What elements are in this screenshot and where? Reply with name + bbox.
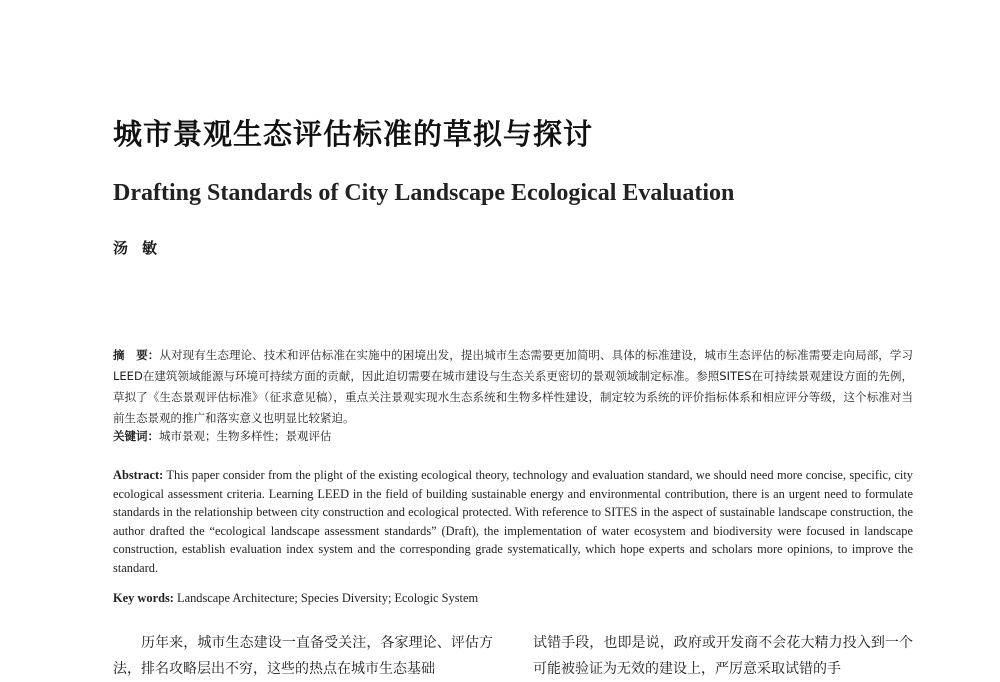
abstract-english — [113, 466, 913, 577]
abstract-chinese-text: 从对现有生态理论、技术和评估标准在实施中的困境出发，提出城市生态需要更加简明、具体的标准建设，城市生态评估的标准需要走向局部，学习LEED在建筑领域能源与环境可持续方面的贡献，因此迫切需要在城市建设与生态关系更密切的景观领域制定标准。参照SITES在可持续景观建设方面的先例，草拟了《生态景观评估标准》（征求意见稿），重点关注景观实现水生态系统和生物多样性建设，制定较为系统的评价指标体系和相应评分等级，这个标准对当前生态景观的推广和落实意义也明显比较紧迫。 — [113, 348, 914, 425]
abstract-english-text: This paper consider from the plight of the existing ecological theory, technology and evaluation standard, we should need more concise, specific, city ecological assessment criteria. Learning LEED in the field of building sustainable energy and environmental contribution, there is an urgent need to formulate standards in the relationship between city construction and ecological protected. With reference to SITES in the aspect of sustainable landscape construction, the author drafted the “ecological landscape assessment standards” (Draft), the implementation of water ecosystem and biodiversity were focused in landscape construction, establish evaluation index system and the corresponding grade systematically, which hope experts and scholars more opinions, to improve the standard. — [113, 468, 913, 575]
keywords-english-text: Landscape Architecture; Species Diversity; Ecologic System — [177, 591, 479, 605]
author-name: 汤敏 — [113, 239, 172, 257]
keywords-chinese-text: 城市景观；生物多样性；景观评估 — [159, 429, 332, 443]
keywords-chinese-label: 关键词： — [113, 429, 159, 443]
body-column-right: 试错手段，也即是说，政府或开发商不会花大精力投入到一个可能被验证为无效的建设上，严厉意采取试错的手 — [533, 635, 913, 677]
abstract-english-label: Abstract: — [113, 468, 164, 482]
keywords-english-label: Key words: — [113, 591, 174, 605]
keywords-english — [113, 590, 913, 606]
abstract-chinese-label: 摘 要： — [113, 348, 160, 362]
abstract-chinese — [113, 345, 913, 429]
title-english: Drafting Standards of City Landscape Ecological Evaluation — [113, 180, 735, 206]
title-chinese: 城市景观生态评估标准的草拟与探讨 — [113, 117, 594, 151]
body-column-left: 历年来，城市生态建设一直备受关注，各家理论、评估方法，排名攻略层出不穷，这些的热点在城市生态基础 — [113, 635, 493, 677]
keywords-chinese — [113, 428, 913, 444]
